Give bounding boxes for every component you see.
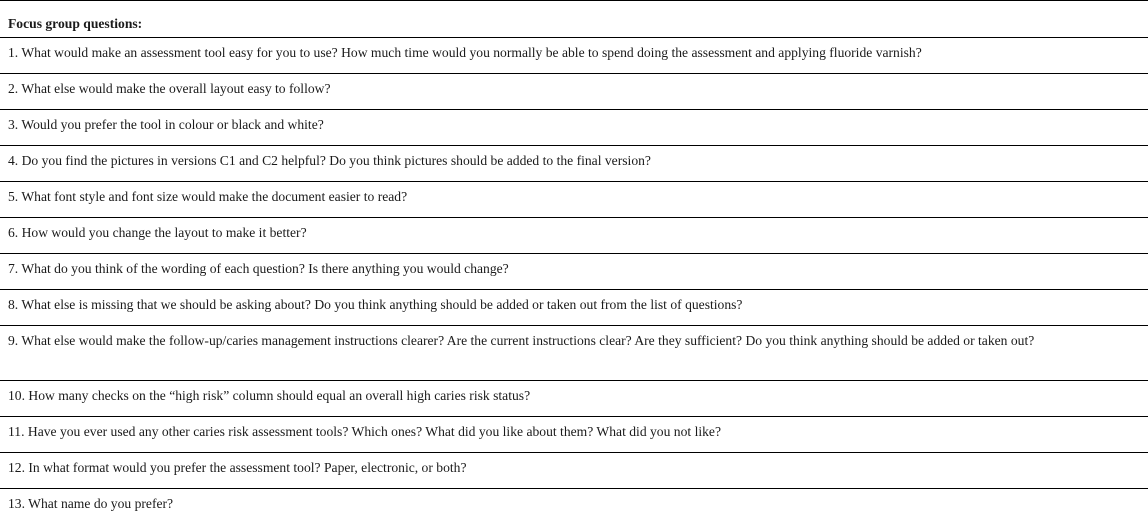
question-9: 9. What else would make the follow-up/caries management instructions clearer? Are the current instructions clear? Are they sufficient? Do you think anything should be added or taken out? [8,333,1035,348]
table-row [0,381,1148,417]
table-row [0,254,1148,290]
question-6: 6. How would you change the layout to make it better? [8,225,307,240]
table-row [0,110,1148,146]
question-2: 2. What else would make the overall layout easy to follow? [8,81,331,96]
table-row [0,38,1148,74]
table-header: Focus group questions: [8,16,143,31]
question-4: 4. Do you find the pictures in versions C1 and C2 helpful? Do you think pictures should be added to the final version? [8,153,651,168]
table-row [0,182,1148,218]
question-10: 10. How many checks on the “high risk” column should equal an overall high caries risk status? [8,388,531,403]
question-3: 3. Would you prefer the tool in colour or black and white? [8,117,324,132]
table-row [0,290,1148,326]
question-12: 12. In what format would you prefer the assessment tool? Paper, electronic, or both? [8,460,467,475]
question-1: 1. What would make an assessment tool easy for you to use? How much time would you normally be able to spend doing the assessment and applying fluoride varnish? [8,45,922,60]
table-row [0,489,1148,523]
question-7: 7. What do you think of the wording of each question? Is there anything you would change? [8,261,509,276]
question-11: 11. Have you ever used any other caries risk assessment tools? Which ones? What did you like about them? What did you not like? [8,424,721,439]
table-row [0,453,1148,489]
table-row [0,218,1148,254]
question-8: 8. What else is missing that we should be asking about? Do you think anything should be added or taken out from the list of questions? [8,297,743,312]
table-row [0,326,1148,381]
table-row [0,146,1148,182]
table-row [0,74,1148,110]
question-13: 13. What name do you prefer? [8,496,174,511]
table-row [0,417,1148,453]
table-header-row [0,1,1148,38]
question-5: 5. What font style and font size would make the document easier to read? [8,189,408,204]
